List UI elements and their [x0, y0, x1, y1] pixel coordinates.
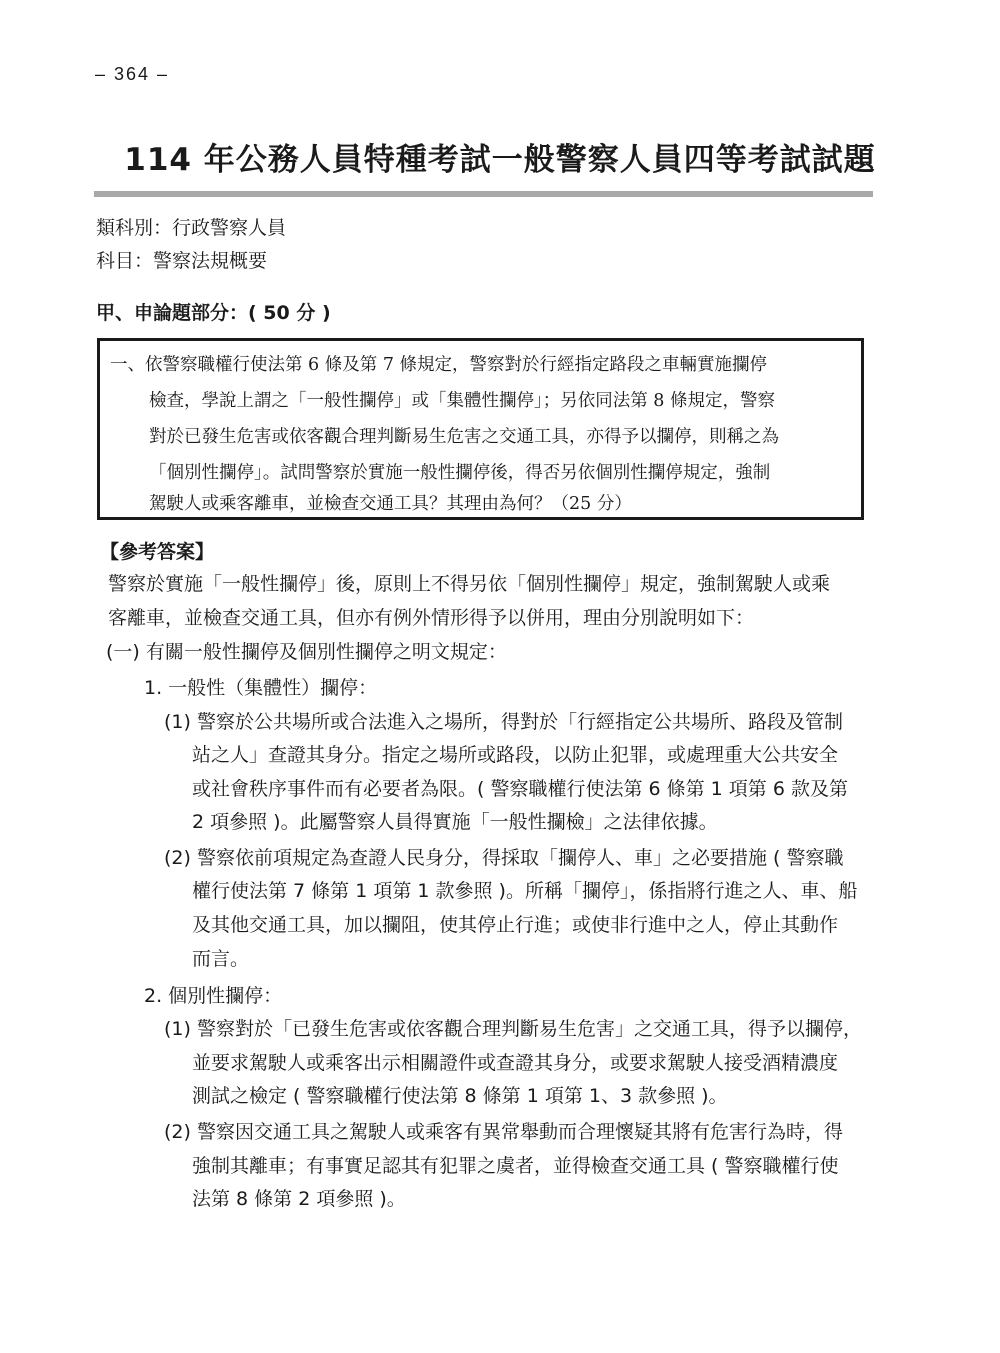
title-divider — [94, 191, 873, 197]
answer-item-line: (1) 警察於公共場所或合法進入之場所，得對於「行經指定公共場所、路段及管制 — [164, 711, 843, 733]
answer-item-heading: 2. 個別性攔停： — [144, 985, 283, 1007]
question-line: 「個別性攔停」。試問警察於實施一般性攔停後，得否另依個別性攔停規定，強制 — [149, 463, 771, 483]
answer-item-line: 站之人」查證其身分。指定之場所或路段，以防止犯罪，或處理重大公共安全 — [192, 744, 839, 766]
reference-answer-heading: 【參考答案】 — [100, 541, 215, 563]
answer-item-line: 測試之檢定 ( 警察職權行使法第 8 條第 1 項第 1、3 款參照 )。 — [192, 1085, 728, 1107]
answer-item-line: 並要求駕駛人或乘客出示相關證件或查證其身分，或要求駕駛人接受酒精濃度 — [192, 1052, 839, 1074]
question-line: 一、依警察職權行使法第 6 條及第 7 條規定，警察對於行經指定路段之車輛實施攔停 — [110, 355, 768, 375]
section-heading: 甲、申論題部分：( 50 分 ) — [96, 302, 331, 324]
page-number: – 364 – — [95, 64, 170, 84]
answer-intro-line: 警察於實施「一般性攔停」後，原則上不得另依「個別性攔停」規定，強制駕駛人或乘 — [108, 573, 831, 595]
answer-item-line: 而言。 — [192, 948, 250, 970]
answer-item-heading: 1. 一般性（集體性）攔停： — [144, 677, 378, 699]
answer-intro-line: 客離車，並檢查交通工具，但亦有例外情形得予以併用，理由分別說明如下： — [108, 607, 755, 629]
answer-item-line: (1) 警察對於「已發生危害或依客觀合理判斷易生危害」之交通工具，得予以攔停， — [164, 1018, 862, 1040]
answer-item-line: 強制其離車；有事實足認其有犯罪之虞者，並得檢查交通工具 ( 警察職權行使 — [192, 1155, 839, 1177]
answer-item-line: 2 項參照 )。此屬警察人員得實施「一般性攔檢」之法律依據。 — [192, 811, 718, 833]
page-title: 114 年公務人員特種考試一般警察人員四等考試試題 — [124, 142, 876, 178]
question-box — [97, 338, 864, 520]
answer-item-line: 法第 8 條第 2 項參照 )。 — [192, 1188, 406, 1210]
question-line: 駕駛人或乘客離車，並檢查交通工具？其理由為何？（25 分） — [149, 494, 632, 514]
question-line: 對於已發生危害或依客觀合理判斷易生危害之交通工具，亦得予以攔停，則稱之為 — [149, 427, 779, 447]
question-line: 檢查，學說上謂之「一般性攔停」或「集體性攔停」；另依同法第 8 條規定，警察 — [149, 391, 776, 411]
answer-subheading: (一) 有關一般性攔停及個別性攔停之明文規定： — [106, 641, 507, 663]
category-line: 類科別：行政警察人員 — [96, 217, 287, 239]
answer-item-line: (2) 警察依前項規定為查證人民身分，得採取「攔停人、車」之必要措施 ( 警察職 — [164, 847, 844, 869]
answer-item-line: 權行使法第 7 條第 1 項第 1 款參照 )。所稱「攔停」，係指將行進之人、車、船 — [192, 880, 858, 902]
answer-item-line: 及其他交通工具，加以攔阻，使其停止行進；或使非行進中之人，停止其動作 — [192, 914, 839, 936]
subject-line: 科目：警察法規概要 — [96, 250, 268, 272]
answer-item-line: 或社會秩序事件而有必要者為限。( 警察職權行使法第 6 條第 1 項第 6 款及第 — [192, 778, 848, 800]
answer-item-line: (2) 警察因交通工具之駕駛人或乘客有異常舉動而合理懷疑其將有危害行為時，得 — [164, 1121, 843, 1143]
